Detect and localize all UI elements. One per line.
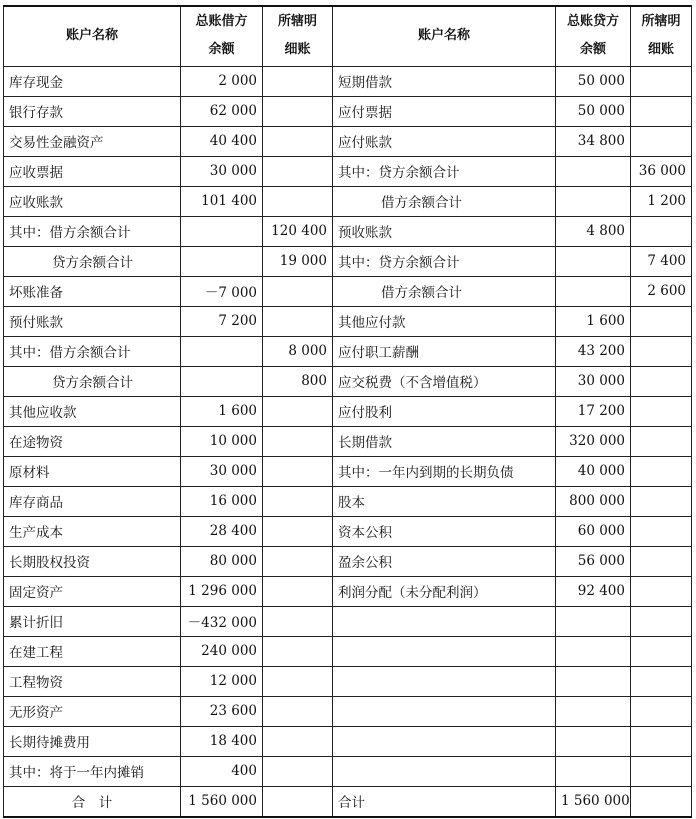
right-detail-amount: 2 600 <box>631 276 692 306</box>
table-row <box>4 756 692 786</box>
right-detail-amount <box>631 666 692 696</box>
right-account-name <box>333 726 556 756</box>
left-account-name: 坏账准备 <box>4 276 181 306</box>
right-account-name: 借方余额合计 <box>333 186 556 216</box>
left-debit-balance: 10 000 <box>181 426 263 456</box>
right-credit-balance <box>556 666 631 696</box>
table-row <box>4 216 692 246</box>
left-detail-amount <box>263 756 333 786</box>
right-detail-amount <box>631 636 692 666</box>
right-detail-amount <box>631 366 692 396</box>
left-account-name: 应收票据 <box>4 156 181 186</box>
left-detail-amount <box>263 156 333 186</box>
left-debit-balance <box>181 336 263 366</box>
table-body <box>4 66 692 817</box>
left-account-name: 在途物资 <box>4 426 181 456</box>
left-account-name: 原材料 <box>4 456 181 486</box>
right-account-name: 应付票据 <box>333 96 556 126</box>
table-row <box>4 636 692 666</box>
left-detail-amount: 19 000 <box>263 246 333 276</box>
right-detail-amount <box>631 306 692 336</box>
right-credit-balance <box>556 156 631 186</box>
left-account-name: 库存现金 <box>4 66 181 96</box>
table-row <box>4 126 692 156</box>
left-account-name: 其中：借方余额合计 <box>4 216 181 246</box>
right-account-name: 其中：一年内到期的长期负债 <box>333 456 556 486</box>
right-credit-balance <box>556 756 631 786</box>
total-right-label: 合计 <box>333 786 556 817</box>
left-detail-amount <box>263 306 333 336</box>
left-detail-amount <box>263 456 333 486</box>
header-left-detail <box>263 6 333 66</box>
header-right-detail-line2: 细账 <box>647 42 674 58</box>
header-right-credit-balance <box>556 6 631 66</box>
right-detail-amount <box>631 456 692 486</box>
table-row <box>4 666 692 696</box>
right-credit-balance <box>556 726 631 756</box>
right-credit-balance: 800 000 <box>556 486 631 516</box>
left-account-name: 长期股权投资 <box>4 546 181 576</box>
left-debit-balance: 40 400 <box>181 126 263 156</box>
table-row <box>4 276 692 306</box>
right-credit-balance <box>556 276 631 306</box>
left-account-name: 无形资产 <box>4 696 181 726</box>
left-debit-balance <box>181 216 263 246</box>
right-detail-amount <box>631 546 692 576</box>
left-debit-balance: －7 000 <box>181 276 263 306</box>
header-left-debit-balance-line1: 总账借方 <box>195 14 248 30</box>
right-account-name: 应付账款 <box>333 126 556 156</box>
total-right-credit: 1 560 000 <box>556 786 631 817</box>
left-detail-amount <box>263 726 333 756</box>
table-row <box>4 336 692 366</box>
total-row <box>4 786 692 817</box>
table-row <box>4 306 692 336</box>
left-debit-balance: 400 <box>181 756 263 786</box>
left-account-name: 库存商品 <box>4 486 181 516</box>
right-account-name: 应付股利 <box>333 396 556 426</box>
left-debit-balance: 7 200 <box>181 306 263 336</box>
right-detail-amount <box>631 696 692 726</box>
left-account-name: 生产成本 <box>4 516 181 546</box>
right-credit-balance <box>556 246 631 276</box>
left-account-name: 累计折旧 <box>4 606 181 636</box>
table-row <box>4 456 692 486</box>
right-account-name: 短期借款 <box>333 66 556 96</box>
header-left-detail-line2: 细账 <box>284 42 311 58</box>
left-detail-amount <box>263 486 333 516</box>
left-detail-amount <box>263 546 333 576</box>
left-account-name: 其他应收款 <box>4 396 181 426</box>
left-detail-amount <box>263 666 333 696</box>
table-row <box>4 66 692 96</box>
left-account-name: 其中：借方余额合计 <box>4 336 181 366</box>
left-detail-amount: 120 400 <box>263 216 333 246</box>
table-row <box>4 576 692 606</box>
right-account-name <box>333 696 556 726</box>
total-right-detail <box>631 786 692 817</box>
left-debit-balance: 28 400 <box>181 516 263 546</box>
left-debit-balance: 1 296 000 <box>181 576 263 606</box>
right-credit-balance: 17 200 <box>556 396 631 426</box>
right-account-name: 其中：贷方余额合计 <box>333 246 556 276</box>
right-detail-amount <box>631 726 692 756</box>
right-detail-amount <box>631 96 692 126</box>
right-credit-balance: 50 000 <box>556 66 631 96</box>
header-right-detail-line1: 所辖明 <box>641 14 681 30</box>
left-account-name: 工程物资 <box>4 666 181 696</box>
left-detail-amount <box>263 606 333 636</box>
right-account-name <box>333 636 556 666</box>
left-account-name: 预付账款 <box>4 306 181 336</box>
right-account-name: 股本 <box>333 486 556 516</box>
table-header-row <box>4 6 692 66</box>
left-debit-balance: －432 000 <box>181 606 263 636</box>
left-detail-amount <box>263 636 333 666</box>
header-left-debit-balance-line2: 余额 <box>208 42 235 58</box>
right-credit-balance <box>556 636 631 666</box>
right-credit-balance: 50 000 <box>556 96 631 126</box>
right-detail-amount <box>631 576 692 606</box>
right-detail-amount <box>631 336 692 366</box>
right-detail-amount <box>631 756 692 786</box>
right-account-name: 应交税费（不含增值税） <box>333 366 556 396</box>
right-detail-amount <box>631 216 692 246</box>
right-detail-amount <box>631 516 692 546</box>
left-detail-amount <box>263 426 333 456</box>
table-row <box>4 486 692 516</box>
right-account-name <box>333 666 556 696</box>
right-detail-amount <box>631 606 692 636</box>
header-left-debit-balance <box>181 6 263 66</box>
left-debit-balance: 30 000 <box>181 456 263 486</box>
right-credit-balance: 320 000 <box>556 426 631 456</box>
left-detail-amount: 800 <box>263 366 333 396</box>
left-account-name: 应收账款 <box>4 186 181 216</box>
right-detail-amount <box>631 66 692 96</box>
left-account-name: 其中：将于一年内摊销 <box>4 756 181 786</box>
left-detail-amount <box>263 96 333 126</box>
table-row <box>4 546 692 576</box>
left-debit-balance: 23 600 <box>181 696 263 726</box>
right-account-name: 其他应付款 <box>333 306 556 336</box>
left-debit-balance: 12 000 <box>181 666 263 696</box>
right-account-name: 长期借款 <box>333 426 556 456</box>
left-debit-balance: 62 000 <box>181 96 263 126</box>
right-account-name <box>333 756 556 786</box>
right-credit-balance: 34 800 <box>556 126 631 156</box>
right-credit-balance: 1 600 <box>556 306 631 336</box>
header-right-account-name: 账户名称 <box>333 6 556 66</box>
table-row <box>4 696 692 726</box>
table-row <box>4 606 692 636</box>
right-account-name: 利润分配（未分配利润） <box>333 576 556 606</box>
left-debit-balance: 101 400 <box>181 186 263 216</box>
right-account-name: 资本公积 <box>333 516 556 546</box>
header-left-account-name: 账户名称 <box>4 6 181 66</box>
left-debit-balance: 1 600 <box>181 396 263 426</box>
table-row <box>4 186 692 216</box>
right-account-name: 盈余公积 <box>333 546 556 576</box>
left-debit-balance: 240 000 <box>181 636 263 666</box>
left-account-name: 在建工程 <box>4 636 181 666</box>
right-credit-balance <box>556 606 631 636</box>
header-right-credit-balance-line1: 总账贷方 <box>566 14 619 30</box>
account-balance-table <box>3 5 692 818</box>
right-detail-amount <box>631 426 692 456</box>
table-row <box>4 516 692 546</box>
right-account-name: 预收账款 <box>333 216 556 246</box>
header-right-detail <box>631 6 692 66</box>
total-left-detail <box>263 786 333 817</box>
right-credit-balance: 40 000 <box>556 456 631 486</box>
left-debit-balance: 80 000 <box>181 546 263 576</box>
right-account-name: 其中：贷方余额合计 <box>333 156 556 186</box>
left-account-name: 长期待摊费用 <box>4 726 181 756</box>
left-debit-balance: 2 000 <box>181 66 263 96</box>
left-detail-amount <box>263 516 333 546</box>
left-detail-amount <box>263 186 333 216</box>
left-detail-amount <box>263 66 333 96</box>
right-credit-balance: 4 800 <box>556 216 631 246</box>
left-detail-amount <box>263 126 333 156</box>
left-detail-amount <box>263 696 333 726</box>
left-debit-balance <box>181 246 263 276</box>
left-detail-amount <box>263 396 333 426</box>
left-detail-amount <box>263 576 333 606</box>
right-detail-amount: 36 000 <box>631 156 692 186</box>
left-account-name: 交易性金融资产 <box>4 126 181 156</box>
left-debit-balance <box>181 366 263 396</box>
right-credit-balance <box>556 696 631 726</box>
table-row <box>4 726 692 756</box>
table-row <box>4 366 692 396</box>
right-credit-balance <box>556 186 631 216</box>
table-row <box>4 96 692 126</box>
left-debit-balance: 18 400 <box>181 726 263 756</box>
total-left-debit: 1 560 000 <box>181 786 263 817</box>
right-credit-balance: 56 000 <box>556 546 631 576</box>
left-account-name: 银行存款 <box>4 96 181 126</box>
header-left-detail-line1: 所辖明 <box>277 14 317 30</box>
right-credit-balance: 92 400 <box>556 576 631 606</box>
right-detail-amount: 1 200 <box>631 186 692 216</box>
right-account-name: 应付职工薪酬 <box>333 336 556 366</box>
header-right-credit-balance-line2: 余额 <box>579 42 606 58</box>
right-credit-balance: 60 000 <box>556 516 631 546</box>
total-left-label: 合 计 <box>4 786 181 817</box>
right-detail-amount <box>631 486 692 516</box>
right-detail-amount <box>631 126 692 156</box>
table-row <box>4 246 692 276</box>
left-debit-balance: 30 000 <box>181 156 263 186</box>
left-account-name: 贷方余额合计 <box>4 246 181 276</box>
right-account-name <box>333 606 556 636</box>
table-row <box>4 396 692 426</box>
right-credit-balance: 43 200 <box>556 336 631 366</box>
table-row <box>4 156 692 186</box>
right-account-name: 借方余额合计 <box>333 276 556 306</box>
right-detail-amount: 7 400 <box>631 246 692 276</box>
right-detail-amount <box>631 396 692 426</box>
left-debit-balance: 16 000 <box>181 486 263 516</box>
table-row <box>4 426 692 456</box>
left-detail-amount: 8 000 <box>263 336 333 366</box>
left-detail-amount <box>263 276 333 306</box>
left-account-name: 贷方余额合计 <box>4 366 181 396</box>
right-credit-balance: 30 000 <box>556 366 631 396</box>
left-account-name: 固定资产 <box>4 576 181 606</box>
